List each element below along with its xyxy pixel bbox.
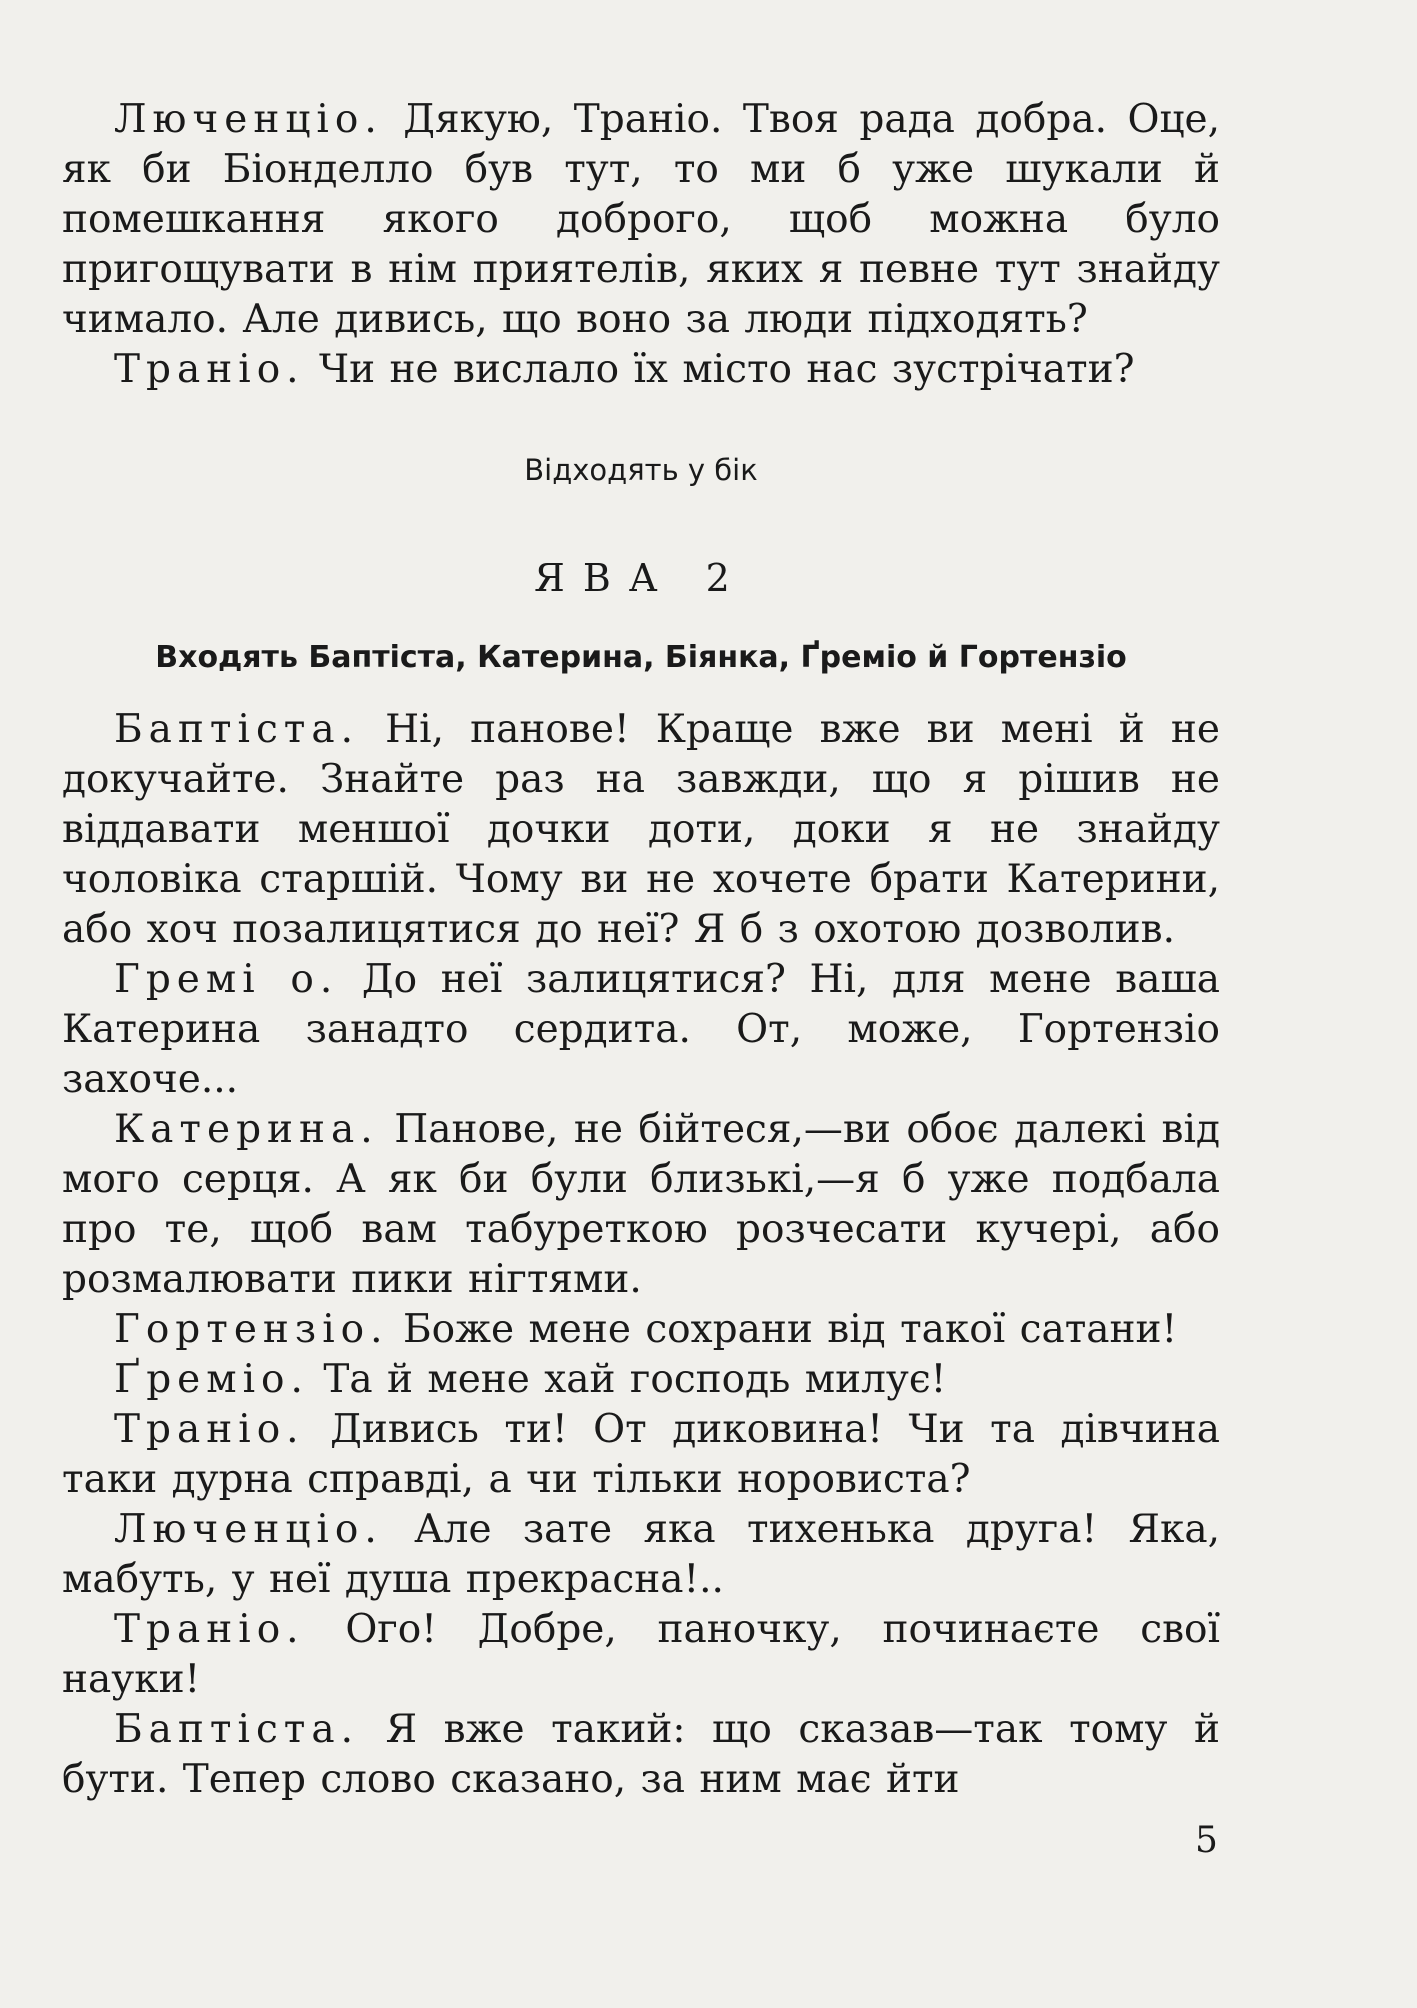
page-number: 5 <box>1195 1820 1218 1861</box>
paragraph-tranio-2 <box>62 1405 1220 1505</box>
speech-text: Боже мене сохрани від такої сатани! <box>388 1307 1178 1352</box>
stage-direction-entrance: Входять Баптіста, Катерина, Біянка, Ґреміо й Гортензіо <box>155 640 1127 675</box>
paragraph-gremio-1 <box>62 955 1220 1105</box>
paragraph-tranio-1 <box>62 345 1220 395</box>
speaker-name: Катерина. <box>114 1107 379 1152</box>
paragraph-gremio-2 <box>62 1355 1220 1405</box>
speech-text: Я вже такий: що сказав—так тому й бути. Тепер слово сказано, за ним має йти <box>62 1707 1220 1802</box>
speech-text: До неї залицятися? Ні, для мене ваша Катерина занадто сердита. От, може, Гортензіо захоче... <box>62 957 1221 1102</box>
stage-direction-block-2 <box>62 640 1220 676</box>
speech-text: Дивись ти! От диковина! Чи та дівчина таки дурна справді, а чи тільки норовиста? <box>62 1407 1220 1502</box>
speaker-name: Гремі о. <box>114 957 339 1002</box>
paragraph-katerina-1 <box>62 1105 1220 1305</box>
speech-text: Панове, не бійтеся,—ви обоє далекі від мого серця. А як би були близькі,—я б уже подбала про те, щоб вам табуреткою розчесати кучері, або розмалювати пики нігтями. <box>62 1107 1220 1302</box>
paragraph-tranio-3 <box>62 1605 1220 1705</box>
speech-text: Та й мене хай господь милує! <box>308 1357 947 1402</box>
dialogue <box>62 705 1220 1805</box>
speech-text: Ого! Добре, паночку, починаєте свої науки! <box>62 1607 1220 1702</box>
speaker-name: Гортензіо. <box>114 1307 389 1352</box>
speech-text: Дякую, Траніо. Твоя рада добра. Оце, як би Біонделло був тут, то ми б уже шукали й помешкання якого доброго, щоб можна було пригощувати в нім приятелів, яких я певне тут знайду чимало. Але дивись, що воно за люди підходять? <box>62 97 1220 342</box>
paragraph-baptista-1 <box>62 705 1220 955</box>
speech-text: Чи не вислало їх місто нас зустрічати? <box>304 347 1135 392</box>
speaker-name: Траніо. <box>114 347 305 392</box>
speaker-name: Люченціо. <box>114 1507 383 1552</box>
speaker-name: Ґреміо. <box>114 1357 309 1402</box>
speaker-name: Люченціо. <box>114 97 383 142</box>
paragraph-hortensio-1 <box>62 1305 1220 1355</box>
stage-direction: Відходять у бік <box>524 453 758 487</box>
paragraph-baptista-2 <box>62 1705 1220 1805</box>
speaker-name: Баптіста. <box>114 707 360 752</box>
speaker-name: Траніо. <box>114 1607 305 1652</box>
top-text <box>62 95 1220 395</box>
speaker-name: Траніо. <box>114 1407 305 1452</box>
paragraph-lucentio-1 <box>62 95 1220 345</box>
speaker-name: Баптіста. <box>114 1707 360 1752</box>
paragraph-lucentio-2 <box>62 1505 1220 1605</box>
speech-text: Ні, панове! Краще вже ви мені й не докучайте. Знайте раз на завжди, що я рішив не віддавати меншої дочки доти, доки я не знайду чоловіка старшій. Чому ви не хочете брати Катерини, або хоч позалицятися до неї? Я б з охотою дозволив. <box>62 707 1220 952</box>
stage-direction-block-1 <box>62 452 1220 488</box>
scene-title-block <box>62 556 1220 600</box>
speech-text: Але зате яка тихенька друга! Яка, мабуть, у неї душа прекрасна!.. <box>62 1507 1220 1602</box>
scene-title: ЯВА 2 <box>534 556 748 600</box>
